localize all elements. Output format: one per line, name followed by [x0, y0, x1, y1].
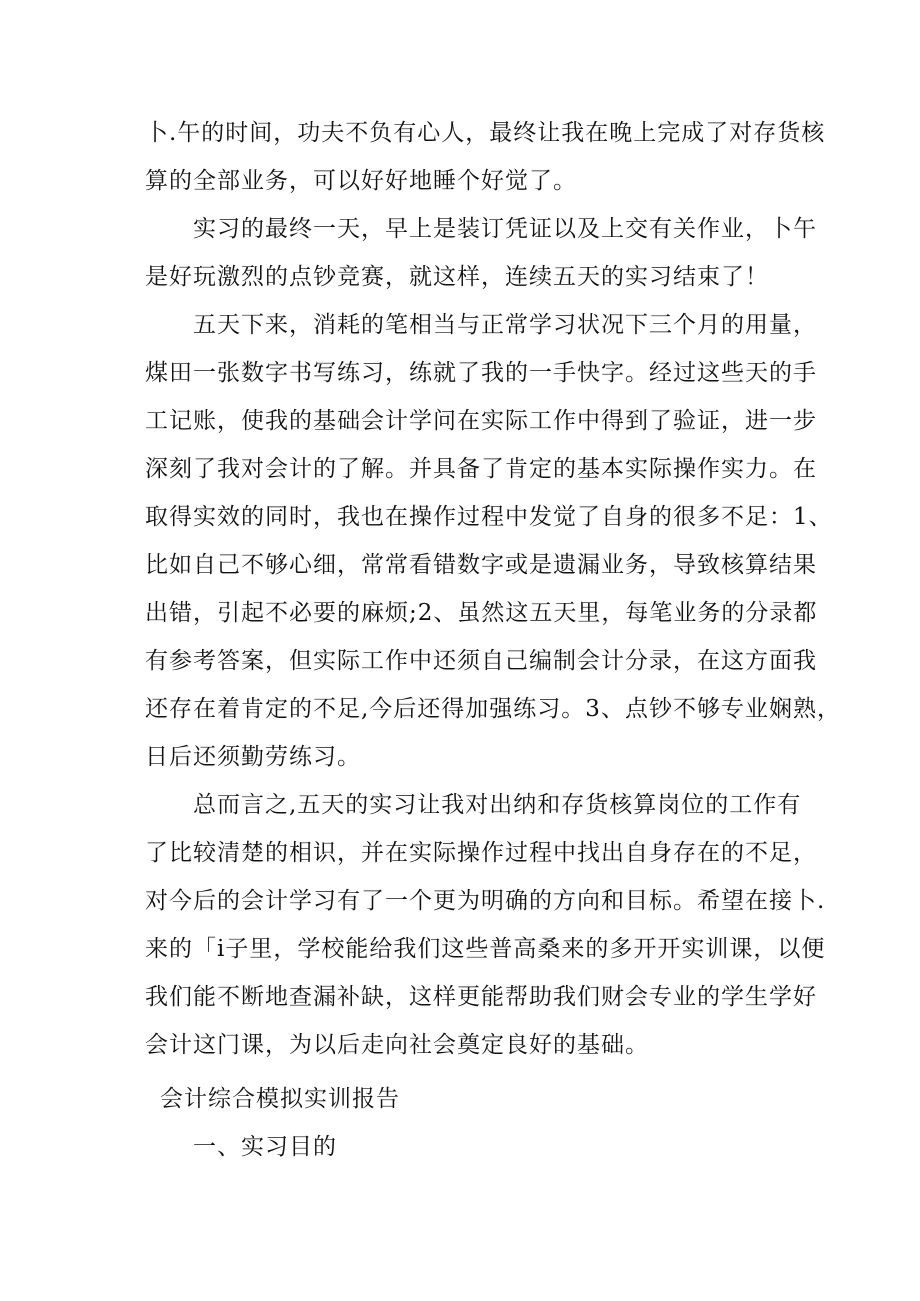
paragraph-line: 来的「i子里，学校能给我们这些普高桑来的多开开实训课，以便: [145, 936, 826, 962]
paragraph-line: 工记账，使我的基础会计学问在实际工作中得到了验证，进一步: [145, 408, 817, 434]
paragraph-line: 五天下来，消耗的笔相当与正常学习状况下三个月的用量，: [193, 312, 817, 338]
paragraph-line: 深刻了我对会计的了解。并具备了肯定的基本实际操作实力。在: [145, 456, 817, 482]
paragraph-line: 了比较清楚的相识，并在实际操作过程中找出自身存在的不足，: [145, 840, 817, 866]
paragraph-line: 煤田一张数字书写练习，练就了我的一手快字。经过这些天的手: [145, 360, 817, 386]
paragraph-line: 卜.午的时间，功夫不负有心人，最终让我在晚上完成了对存货核: [145, 120, 826, 146]
paragraph-line: 我们能不断地查漏补缺，这样更能帮助我们财会专业的学生学好: [145, 984, 817, 1010]
paragraph-line: 比如自己不够心细，常常看错数字或是遗漏业务，导致核算结果: [145, 552, 817, 578]
paragraph-line: 会计这门课，为以后走向社会奠定良好的基础。: [145, 1032, 649, 1058]
paragraph-line: 是好玩激烈的点钞竞赛，就这样，连续五天的实习结束了！: [145, 264, 769, 290]
paragraph-line: 日后还须勤劳练习。: [145, 744, 361, 770]
paragraph-line: 取得实效的同时，我也在操作过程中发觉了自身的很多不足：1、: [145, 504, 833, 530]
paragraph-line: 对今后的会计学习有了一个更为明确的方向和目标。希望在接卜.: [145, 888, 826, 914]
paragraph-line: 出错，引起不必要的麻烦;2、虽然这五天里，每笔业务的分录都: [145, 600, 818, 626]
paragraph-line: 算的全部业务，可以好好地睡个好觉了。: [145, 168, 577, 194]
paragraph-line: 实习的最终一天，早上是装订凭证以及上交有关作业，卜午: [193, 216, 817, 242]
paragraph-line: 还存在着肯定的不足,今后还得加强练习。3、点钞不够专业娴熟，: [145, 696, 841, 722]
section-heading: 一、实习目的: [193, 1134, 337, 1160]
paragraph-line: 有参考答案，但实际工作中还须自己编制会计分录，在这方面我: [145, 648, 817, 674]
paragraph-line: 总而言之,五天的实习让我对出纳和存货核算岗位的工作有: [193, 792, 802, 818]
report-title: 会计综合模拟实训报告: [160, 1086, 400, 1112]
